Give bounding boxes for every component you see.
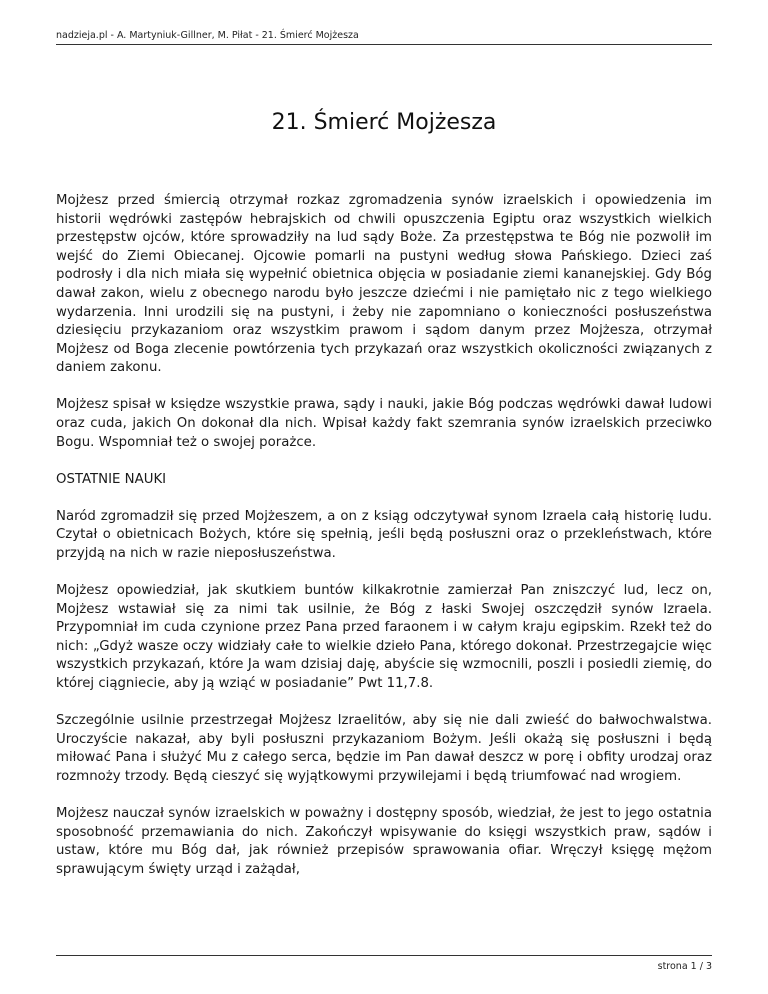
paragraph: Mojżesz nauczał synów izraelskich w poważny i dostępny sposób, wiedział, że jest to jego ostatnia sposobność przemawiania do nich. Zakończył wpisywanie do księgi wszystkich praw, sądów i ustaw, które mu Bóg dał, jak również przepisów sprawowania ofiar. Wręczył księgę mężom sprawującym święty urząd i zażądał,: [56, 806, 712, 877]
section-heading: OSTATNIE NAUKI: [56, 471, 167, 487]
page-number: strona 1 / 3: [657, 961, 712, 972]
paragraph: Mojżesz opowiedział, jak skutkiem buntów kilkakrotnie zamierzał Pan zniszczyć lud, lecz on, Mojżesz wstawiał się za nimi tak usilnie, że Bóg z łaski Swojej oszczędził synów Izraela. Przypomniał im cuda czynione przez Pana przed faraonem i w całym kraju egipskim. Rzekł też do nich: „Gdyż wasze oczy widziały całe to wielkie dzieło Pana, którego dokonał. Przestrzegajcie więc wszystkich przykazań, które Ja wam dzisiaj daję, abyście się wzmocnili, poszli i posiedli ziemię, do której ciągniecie, aby ją wziąć w posiadanie” Pwt 11,7.8.: [56, 583, 712, 692]
paragraph: Naród zgromadził się przed Mojżeszem, a on z ksiąg odczytywał synom Izraela całą historię ludu. Czytał o obietnicach Bożych, które się spełnią, jeśli będą posłuszni oraz o przekleństwach, które przyjdą na nich w razie nieposłuszeństwa.: [56, 508, 712, 561]
footer-divider: [56, 955, 712, 956]
document-body: [56, 192, 712, 898]
document-title: 21. Śmierć Mojżesza: [271, 110, 497, 135]
paragraph: Mojżesz spisał w księdze wszystkie prawa, sądy i nauki, jakie Bóg podczas wędrówki dawał ludowi oraz cuda, jakich On dokonał dla nich. Wpisał każdy fakt szemrania synów izraelskich przeciwko Bogu. Wspomniał też o swojej porażce.: [56, 397, 712, 450]
paragraph: Mojżesz przed śmiercią otrzymał rozkaz zgromadzenia synów izraelskich i opowiedzenia im historii wędrówki zastępów hebrajskich od chwili opuszczenia Egiptu oraz wszystkich wielkich przestępstw ojców, które sprowadziły na lud sądy Boże. Za przestępstwa te Bóg nie pozwolił im wejść do Ziemi Obiecanej. Ojcowie pomarli na pustyni według słowa Pańskiego. Dzieci zaś podrosły i dla nich miała się wypełnić obietnica objęcia w posiadanie ziemi kananejskiej. Gdy Bóg dawał zakon, wielu z obecnego narodu było jeszcze dziećmi i nie pamiętało nic z tego wielkiego wydarzenia. Inni urodzili się na pustyni, i żeby nie zapomniano o konieczności posłuszeństwa dziesięciu przykazaniom oraz wszystkim prawom i sądom danym przez Mojżesza, otrzymał Mojżesz od Boga zlecenie powtórzenia tych przykazań oraz wszystkich okoliczności związanych z daniem zakonu.: [56, 193, 712, 376]
paragraph: Szczególnie usilnie przestrzegał Mojżesz Izraelitów, aby się nie dali zwieść do bałwochwalstwa. Uroczyście nakazał, aby byli posłuszni przykazaniom Bożym. Jeśli okażą się posłuszni i będą miłować Pana i służyć Mu z całego serca, będzie im Pan dawał deszcz w porę i obfity urodzaj oraz rozmnoży trzody. Będą cieszyć się wyjątkowymi przywilejami i będą triumfować nad wrogiem.: [56, 713, 712, 784]
header-divider: [56, 44, 712, 45]
running-header: nadzieja.pl - A. Martyniuk-Gillner, M. Piłat - 21. Śmierć Mojżesza: [56, 30, 359, 41]
